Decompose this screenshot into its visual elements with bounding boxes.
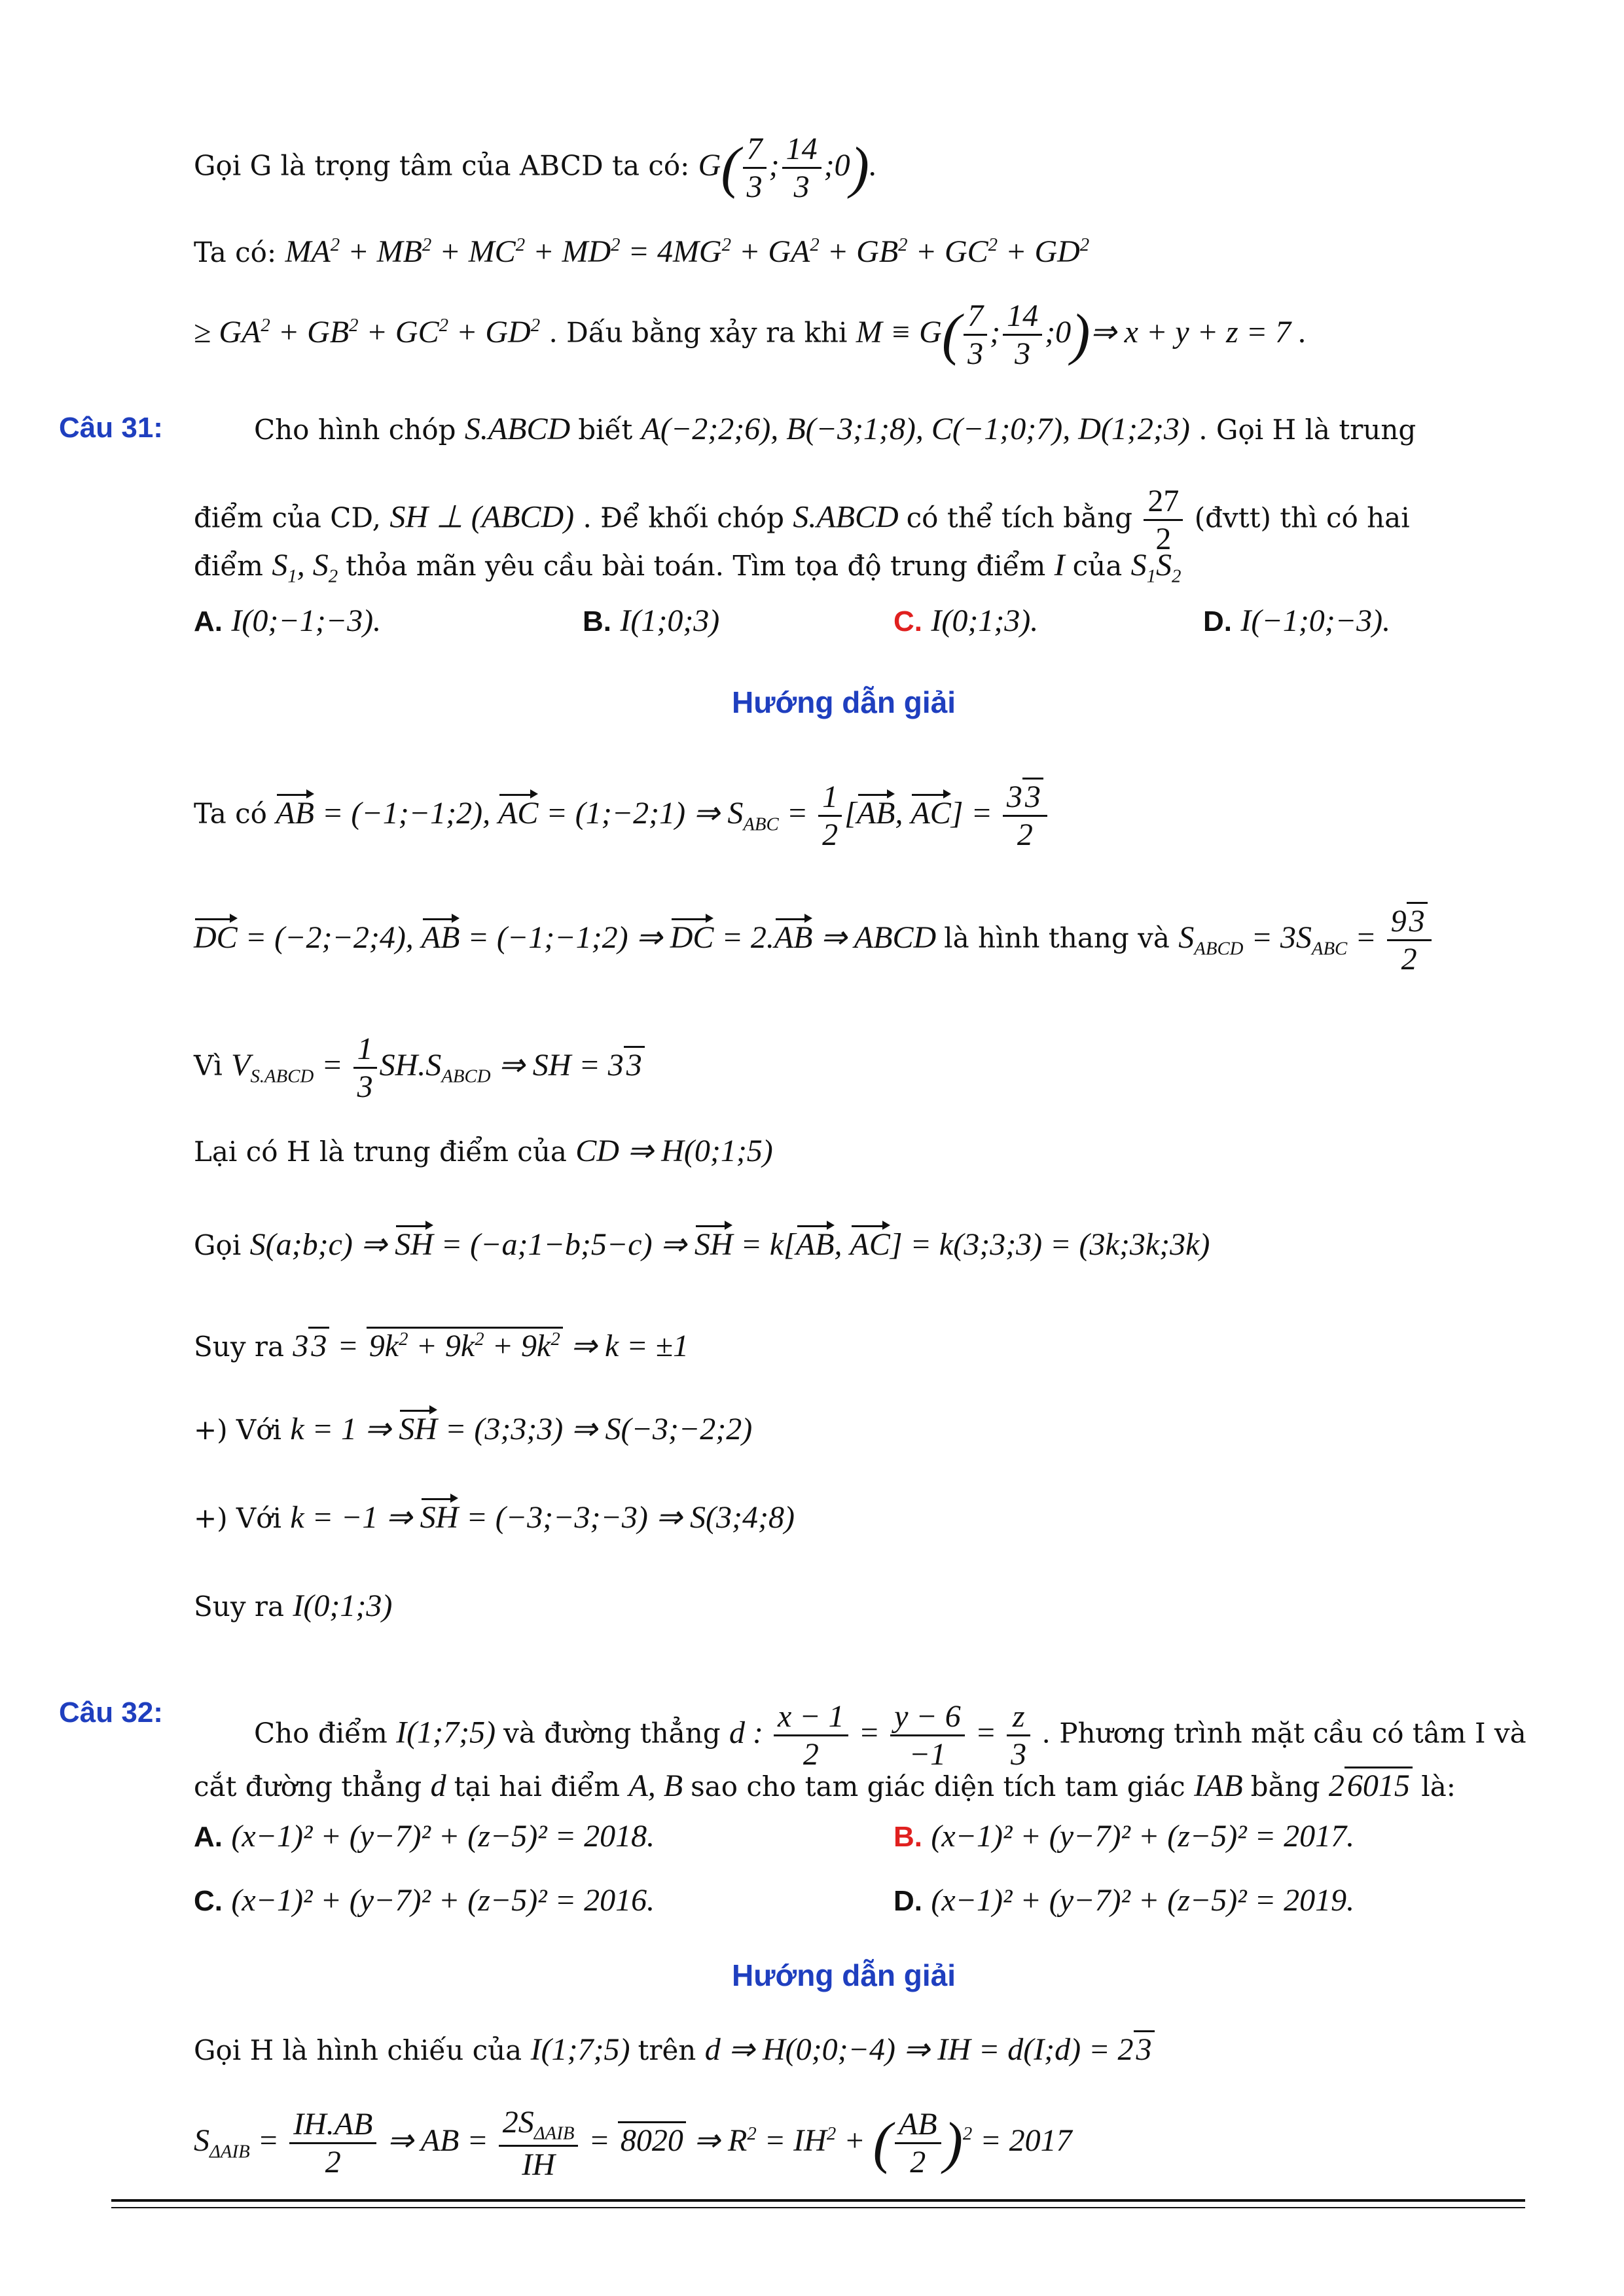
question-32-option-b [893,1821,1354,1852]
math-expression: k = 1 ⇒ SH = (3;3;3) ⇒ S(−3;−2;2) [290,1412,753,1446]
option-a-label[interactable]: A. [194,1821,223,1853]
question-text: cắt đường thẳng [194,1770,422,1803]
question-31-option-b [583,605,719,637]
footer-rule-thin [111,2207,1525,2208]
question-text: biết [578,414,633,446]
solution-text: Gọi [194,1229,242,1261]
solution-text: trên [638,2034,696,2066]
question-31-line-1 [59,414,163,442]
option-c-value[interactable]: (x−1)² + (y−7)² + (z−5)² = 2016. [231,1883,655,1918]
question-32-text-1 [254,1698,1526,1772]
intro-line-1 [194,131,877,205]
math-expression: $S_{\Delta AIB}$ = $\frac{IH.AB}{2}$ ⇒ AB = $\frac{2S_{\Delta AIB}}{IH}$ = 8020 ⇒ $R^2 = IH^2$ + ( $\frac{AB}{2}$ )$^2$ = 2017 [194,2105,1072,2182]
question-text: điểm [194,550,263,582]
math-expression: SH ⊥ (ABCD) [389,499,575,535]
solution-text: +) Với [194,1414,281,1446]
math-expression: M ≡ G( $\frac{7}{3}$ ; $\frac{14}{3}$ ;0)⇒ x + y + z = 7 . [856,298,1307,372]
question-text: sao cho tam giác diện tích tam giác [691,1770,1185,1803]
question-31-options [194,605,381,637]
math-expression: AB = (−1;−1;2), AC = (1;−2;1) ⇒ $S_{ABC}$ = $\frac{1}{2}$ [AB, AC] = $\frac{33}{2}$ [276,796,1050,831]
math-expression: A, B [628,1768,691,1803]
question-32-line-2 [194,1770,1456,1802]
option-b-label[interactable]: B. [583,605,611,637]
math-expression: $33 = 9k^2 + 9k^2 + 9k^2$ ⇒ k = ±1 [293,1327,689,1363]
math-expression: 26015 [1329,1767,1413,1803]
solution-heading: Hướng dẫn giải [732,1958,956,1992]
solution-31-line-1 [194,779,1050,853]
math-expression: $S_1$, $S_2$ [272,548,338,587]
question-32-option-c [194,1885,655,1916]
math-expression: IAB [1194,1768,1251,1803]
solution-text: Gọi H là hình chiếu của [194,2034,522,2066]
solution-31-line-8 [194,1502,795,1534]
question-text: điểm của CD, [194,501,381,534]
solution-text: Lại có H là trung điểm của [194,1136,567,1168]
question-31-option-c [893,605,1038,637]
solution-32-line-2 [194,2104,1072,2183]
solution-text: Suy ra [194,1590,285,1623]
solution-text: là hình thang và [944,922,1170,954]
option-c-value[interactable]: I(0;1;3). [931,603,1039,638]
math-expression: k = −1 ⇒ SH = (−3;−3;−3) ⇒ S(3;4;8) [290,1500,795,1535]
option-b-value[interactable]: (x−1)² + (y−7)² + (z−5)² = 2017. [931,1819,1355,1854]
solution-31-line-4 [194,1136,773,1167]
math-expression: $V_{S.ABCD}$ = $\frac{1}{3}$ $SH.S_{ABCD}$ ⇒ SH = 33 [231,1048,645,1083]
question-text: và đường thẳng [503,1717,721,1749]
math-expression: CD ⇒ H(0;1;5) [575,1134,773,1168]
question-text: có thể tích bằng [906,501,1133,534]
option-a-label[interactable]: A. [194,605,223,637]
question-label: Câu 32: [59,1696,163,1729]
solution-31-line-2 [194,903,1434,977]
option-d-label[interactable]: D. [893,1885,922,1917]
option-b-label[interactable]: B. [893,1821,922,1853]
question-32-option-d [893,1885,1354,1916]
question-31-line-3 [194,550,1181,586]
option-b-value[interactable]: I(1;0;3) [620,603,720,638]
option-c-label[interactable]: C. [194,1885,223,1917]
math-expression: $S_1S_2$ [1130,548,1182,587]
solution-31-line-3 [194,1031,645,1105]
question-32-line-1 [59,1698,163,1727]
math-expression: S.ABCD [793,499,907,535]
math-expression: S.ABCD [464,412,579,446]
solution-31-line-6 [194,1330,689,1362]
math-expression: d ⇒ H(0;0;−4) ⇒ IH = d(I;d) = 23 [705,2030,1155,2067]
question-31-text-1 [254,414,1416,445]
intro-line-3 [194,298,1307,372]
math-expression: $MA^2 + MB^2 + MC^2 + MD^2 = 4MG^2 + GA^2 + GB^2 + GC^2 + GD^2$ [285,234,1090,269]
footer-rule [111,2199,1525,2202]
math-expression: $\frac{27}{2}$ [1141,500,1185,535]
intro-text: Gọi G là trọng tâm của ABCD ta có: [194,149,690,182]
question-text: Cho điểm [254,1717,388,1749]
option-c-label[interactable]: C. [893,605,922,637]
intro-line-2 [194,236,1089,268]
intro-text: Ta có: [194,236,277,268]
solution-heading: Hướng dẫn giải [732,685,956,719]
question-text: bằng [1250,1770,1320,1803]
solution-32-line-1 [194,2034,1155,2066]
math-expression: I(1;7;5) [530,2032,638,2067]
math-expression: I(1;7;5) [396,1715,504,1750]
math-expression: d : $\frac{x - 1}{2}$ = $\frac{y - 6}{-1}$ = $\frac{z}{3}$ [729,1715,1033,1750]
solution-31-line-5 [194,1229,1210,1261]
option-a-value[interactable]: I(0;−1;−3). [231,603,382,638]
question-31-option-d [1203,605,1390,637]
question-32-option-a [194,1821,655,1852]
question-text: . Phương trình mặt cầu có tâm I và [1041,1717,1526,1749]
math-expression: A(−2;2;6), B(−3;1;8), C(−1;0;7), D(1;2;3) [641,412,1190,446]
question-text: của [1072,550,1123,582]
option-d-value[interactable]: I(−1;0;−3). [1240,603,1391,638]
math-expression: I(0;1;3) [293,1588,393,1623]
math-expression: G( $\frac{7}{3}$ ; $\frac{14}{3}$ ;0). [698,132,877,205]
solution-text: Suy ra [194,1331,285,1363]
math-expression: d [430,1768,454,1803]
question-text: . Để khối chóp [583,501,784,534]
option-d-value[interactable]: (x−1)² + (y−7)² + (z−5)² = 2019. [931,1883,1355,1918]
solution-31-line-9 [194,1590,392,1622]
question-text: Cho hình chóp [254,414,456,446]
math-expression: ≥ $GA^2 + GB^2 + GC^2 + GD^2$ [194,314,541,350]
option-d-label[interactable]: D. [1203,605,1232,637]
question-text: . Gọi H là trung [1199,414,1416,446]
question-text: (đvtt) thì có hai [1194,501,1410,534]
question-text: tại hai điểm [454,1770,621,1803]
question-31-line-2 [194,483,1410,557]
option-a-value[interactable]: (x−1)² + (y−7)² + (z−5)² = 2018. [231,1819,655,1854]
math-expression: DC = (−2;−2;4), AB = (−1;−1;2) ⇒ DC = 2.AB ⇒ ABCD [194,920,945,955]
question-text: là: [1421,1770,1456,1803]
solution-text: Vì [194,1049,223,1082]
math-expression: $S_{ABCD} = 3S_{ABC}$ = $\frac{93}{2}$ [1178,920,1434,955]
solution-text: Ta có [194,797,267,830]
intro-text: . Dấu bằng xảy ra khi [549,316,848,349]
math-expression: I [1054,548,1073,583]
solution-text: +) Với [194,1502,281,1534]
solution-31-line-7 [194,1414,752,1445]
question-label: Câu 31: [59,412,163,444]
math-expression: S(a;b;c) ⇒ SH = (−a;1−b;5−c) ⇒ SH = k[AB, AC] = k(3;3;3) = (3k;3k;3k) [249,1227,1210,1262]
question-text: thỏa mãn yêu cầu bài toán. Tìm tọa độ trung điểm [346,550,1046,582]
